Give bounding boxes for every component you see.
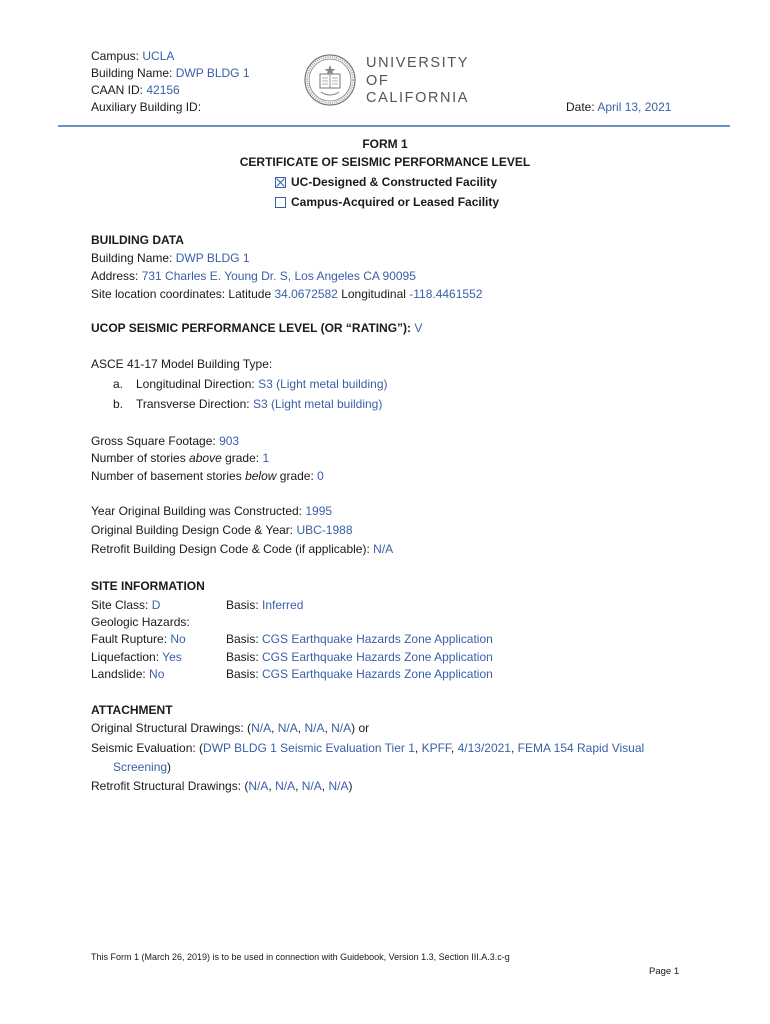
university-wordmark <box>366 55 469 108</box>
list-marker-b: b. <box>113 397 124 411</box>
retrofit-drawings-link-3[interactable]: N/A <box>301 779 322 793</box>
basis-label: Basis: <box>226 650 263 664</box>
date-line <box>566 100 671 114</box>
rating-line <box>91 321 422 335</box>
fault-rupture-basis-value: CGS Earthquake Hazards Zone Application <box>262 632 493 646</box>
year-built-line <box>91 504 332 518</box>
stories-above-label-end: grade: <box>221 451 263 465</box>
stories-above-emphasis: above <box>189 451 222 465</box>
page-number: Page 1 <box>649 966 680 977</box>
longitude-label: Longitudinal <box>337 287 410 301</box>
stories-below-line <box>91 469 324 483</box>
campus-line <box>91 48 250 65</box>
campus-value: UCLA <box>142 49 175 63</box>
separator: , <box>324 721 332 735</box>
seismic-evaluation-link-4-cont[interactable]: Screening <box>113 760 168 774</box>
site-class-basis <box>226 598 303 612</box>
aux-label: Auxiliary Building ID: <box>91 100 202 114</box>
caan-label: CAAN ID: <box>91 83 147 97</box>
latitude-value: 34.0672582 <box>274 287 338 301</box>
aux-line <box>91 99 250 116</box>
checkbox-unchecked-icon[interactable] <box>275 197 286 208</box>
wordmark-line-3: CALIFORNIA <box>366 90 470 106</box>
site-class-value: D <box>151 598 161 612</box>
separator: , <box>510 741 518 755</box>
liquefaction-basis <box>226 650 493 664</box>
seismic-evaluation-link-4[interactable]: FEMA 154 Rapid Visual <box>517 741 645 755</box>
original-drawings-link-2[interactable]: N/A <box>277 721 298 735</box>
fault-rupture-line <box>91 632 186 646</box>
rating-value: V <box>414 321 423 335</box>
seismic-evaluation-link-2[interactable]: KPFF <box>421 741 451 755</box>
site-class-line <box>91 598 160 612</box>
stories-below-label-end: grade: <box>276 469 318 483</box>
retrofit-drawings-label: Retrofit Structural Drawings: ( <box>91 779 249 793</box>
address-value: 731 Charles E. Young Dr. S, Los Angeles CA 90095 <box>141 269 416 283</box>
coordinates-line <box>91 287 482 301</box>
seismic-evaluation-label: Seismic Evaluation: ( <box>91 741 204 755</box>
site-information-heading: SITE INFORMATION <box>91 579 205 593</box>
basis-label: Basis: <box>226 598 263 612</box>
liquefaction-value: Yes <box>162 650 182 664</box>
retrofit-code-line <box>91 542 393 556</box>
liquefaction-basis-value: CGS Earthquake Hazards Zone Application <box>262 650 493 664</box>
retrofit-drawings-line <box>91 779 352 793</box>
stories-below-value: 0 <box>317 469 324 483</box>
transverse-direction-line <box>113 397 382 411</box>
building-name-label: Building Name: <box>91 251 176 265</box>
longitudinal-value: S3 (Light metal building) <box>258 377 388 391</box>
seismic-evaluation-link-3[interactable]: 4/13/2021 <box>457 741 511 755</box>
transverse-value: S3 (Light metal building) <box>252 397 383 411</box>
basis-label: Basis: <box>226 667 263 681</box>
building-name-value: DWP BLDG 1 <box>175 251 250 265</box>
wordmark-line-2: OF <box>366 72 390 89</box>
original-drawings-line <box>91 721 369 735</box>
original-drawings-label: Original Structural Drawings: ( <box>91 721 252 735</box>
campus-label: Campus: <box>91 49 143 63</box>
retrofit-drawings-tail: ) <box>348 779 353 793</box>
site-class-label: Site Class: <box>91 598 152 612</box>
landslide-line <box>91 667 164 681</box>
stories-above-label: Number of stories <box>91 451 190 465</box>
fault-rupture-value: No <box>170 632 186 646</box>
landslide-label: Landslide: <box>91 667 150 681</box>
date-value: April 13, 2021 <box>597 100 672 114</box>
separator: , <box>268 779 276 793</box>
seismic-evaluation-line-cont <box>113 760 171 774</box>
separator: , <box>321 779 329 793</box>
stories-below-emphasis: below <box>245 469 277 483</box>
wordmark-line-1: UNIVERSITY <box>366 55 470 71</box>
liquefaction-label: Liquefaction: <box>91 650 163 664</box>
university-seal-logo <box>304 54 356 106</box>
design-code-value: UBC-1988 <box>296 523 353 537</box>
original-drawings-link-3[interactable]: N/A <box>304 721 325 735</box>
site-class-basis-value: Inferred <box>262 598 304 612</box>
building-type-heading: ASCE 41-17 Model Building Type: <box>91 357 273 371</box>
caan-line <box>91 82 250 99</box>
separator: , <box>414 741 422 755</box>
design-code-line <box>91 523 353 537</box>
stories-above-line <box>91 451 269 465</box>
seismic-evaluation-link-1[interactable]: DWP BLDG 1 Seismic Evaluation Tier 1 <box>203 741 415 755</box>
year-built-value: 1995 <box>305 504 333 518</box>
gross-square-footage-line <box>91 434 239 448</box>
transverse-label: Transverse Direction: <box>136 397 253 411</box>
year-built-label: Year Original Building was Constructed: <box>91 504 306 518</box>
header-info <box>91 48 250 116</box>
original-drawings-link-4[interactable]: N/A <box>331 721 352 735</box>
fault-rupture-label: Fault Rupture: <box>91 632 171 646</box>
longitude-value: -118.4461552 <box>409 287 483 301</box>
geologic-hazards-label: Geologic Hazards: <box>91 615 190 629</box>
landslide-value: No <box>149 667 165 681</box>
checkbox-checked-icon[interactable] <box>275 177 286 188</box>
form-number: FORM 1 <box>362 137 408 151</box>
separator: , <box>297 721 305 735</box>
separator: , <box>450 741 458 755</box>
building-line <box>91 65 250 82</box>
fault-rupture-basis <box>226 632 493 646</box>
seismic-evaluation-line <box>91 741 644 755</box>
design-code-label: Original Building Design Code & Year: <box>91 523 297 537</box>
retrofit-drawings-link-4[interactable]: N/A <box>328 779 349 793</box>
address-line <box>91 269 416 283</box>
building-data-heading: BUILDING DATA <box>91 233 184 247</box>
stories-below-label: Number of basement stories <box>91 469 246 483</box>
attachment-heading: ATTACHMENT <box>91 703 173 717</box>
retrofit-drawings-link-1[interactable]: N/A <box>248 779 269 793</box>
building-value: DWP BLDG 1 <box>175 66 250 80</box>
facility-option-campus-acquired[interactable] <box>275 195 499 209</box>
form-title: CERTIFICATE OF SEISMIC PERFORMANCE LEVEL <box>239 155 531 169</box>
liquefaction-line <box>91 650 182 664</box>
facility-option-1-label: UC-Designed & Constructed Facility <box>291 175 498 189</box>
facility-option-2-label: Campus-Acquired or Leased Facility <box>291 195 500 209</box>
retrofit-drawings-link-2[interactable]: N/A <box>275 779 296 793</box>
basis-label: Basis: <box>226 632 263 646</box>
gsf-value: 903 <box>219 434 240 448</box>
longitudinal-label: Longitudinal Direction: <box>136 377 259 391</box>
stories-above-value: 1 <box>262 451 270 465</box>
seismic-evaluation-tail: ) <box>167 760 172 774</box>
building-name-line <box>91 251 250 265</box>
retrofit-code-value: N/A <box>373 542 394 556</box>
header-divider <box>58 125 730 127</box>
original-drawings-link-1[interactable]: N/A <box>251 721 272 735</box>
original-drawings-tail: ) or <box>351 721 370 735</box>
longitudinal-direction-line <box>113 377 387 391</box>
building-label: Building Name: <box>91 66 176 80</box>
coords-label: Site location coordinates: Latitude <box>91 287 275 301</box>
separator: , <box>271 721 278 735</box>
rating-label: UCOP SEISMIC PERFORMANCE LEVEL (OR “RATING”): <box>91 321 415 335</box>
retrofit-code-label: Retrofit Building Design Code & Code (if applicable): <box>91 542 374 556</box>
gsf-label: Gross Square Footage: <box>91 434 220 448</box>
date-label: Date: <box>566 100 598 114</box>
landslide-basis-value: CGS Earthquake Hazards Zone Application <box>262 667 493 681</box>
address-label: Address: <box>91 269 142 283</box>
list-marker-a: a. <box>113 377 124 391</box>
separator: , <box>295 779 302 793</box>
facility-option-uc-designed[interactable] <box>275 175 497 189</box>
footer-note: This Form 1 (March 26, 2019) is to be used in connection with Guidebook, Version 1.3, Section III.A.3.c-g <box>91 952 510 962</box>
caan-value: 42156 <box>146 83 180 97</box>
landslide-basis <box>226 667 493 681</box>
